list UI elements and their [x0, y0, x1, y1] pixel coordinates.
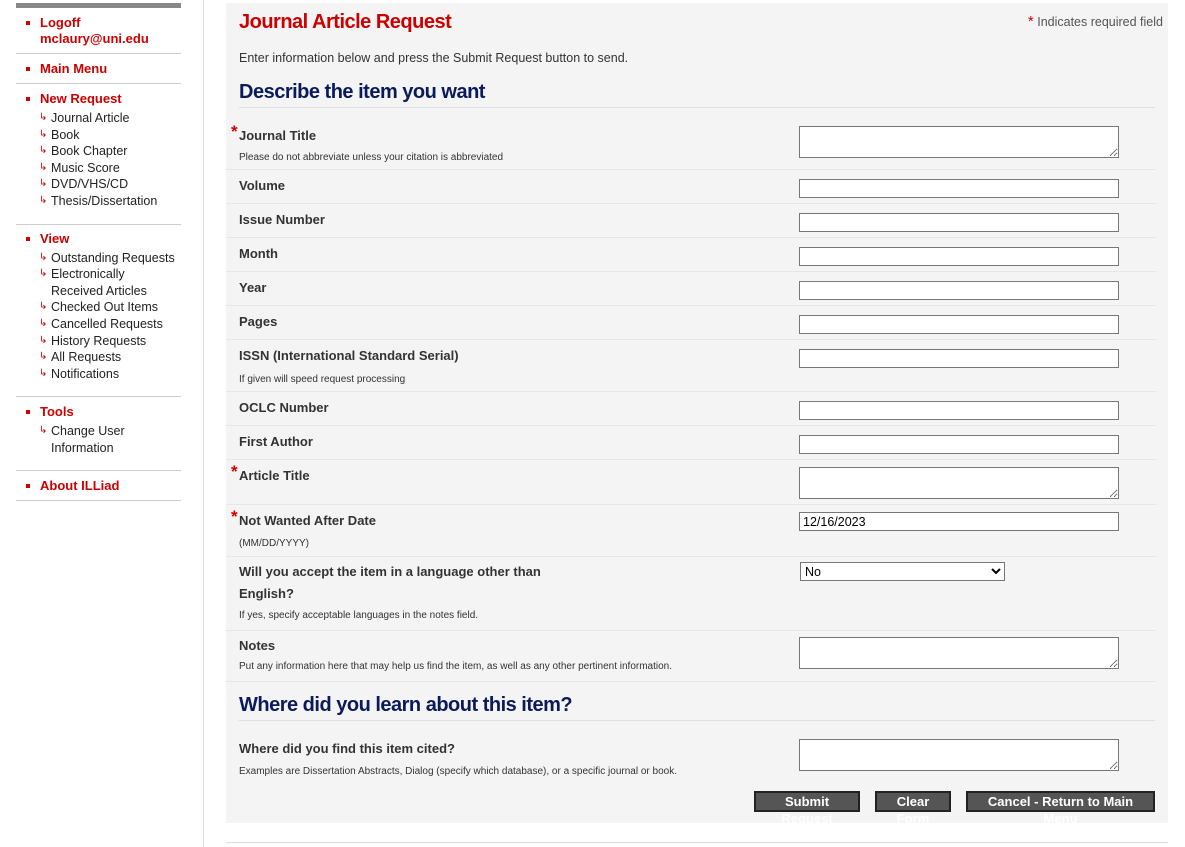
- sidebar-item-book[interactable]: ↳ Book: [39, 127, 80, 142]
- required-star: *: [231, 462, 238, 481]
- required-star: *: [1027, 13, 1034, 30]
- notes-input[interactable]: [799, 637, 1119, 669]
- arrow-icon: ↳: [39, 351, 48, 363]
- pages-input[interactable]: [799, 315, 1119, 334]
- sidebar-section-view: [16, 225, 181, 398]
- field-row-year: [226, 271, 1156, 306]
- sidebar-item-checked-out[interactable]: ↳ Checked Out Items: [39, 300, 158, 315]
- bullet-icon: [26, 21, 30, 25]
- year-input[interactable]: [799, 281, 1119, 300]
- sidebar-item-dvd[interactable]: ↳ DVD/VHS/CD: [39, 177, 129, 192]
- field-label: Not Wanted After Date: [239, 513, 376, 528]
- intro-text: Enter information below and press the Submit Request button to send.: [239, 51, 629, 65]
- arrow-icon: ↳: [39, 268, 48, 280]
- field-label: Notes: [239, 638, 276, 653]
- main-menu-link[interactable]: Main Menu: [16, 61, 181, 77]
- not-wanted-date-input[interactable]: [799, 512, 1119, 531]
- bullet-icon: [26, 97, 30, 101]
- required-star: *: [231, 507, 238, 526]
- arrow-icon: ↳: [39, 251, 48, 263]
- field-row-cited: [226, 730, 1156, 785]
- sidebar-item-outstanding[interactable]: ↳ Outstanding Requests: [39, 250, 175, 265]
- sidebar-section-about: [16, 471, 181, 501]
- sidebar-nav: [16, 0, 181, 847]
- sidebar-section-logoff: [16, 8, 181, 54]
- field-row-oclc: [226, 391, 1156, 426]
- sidebar-item-electronic[interactable]: ↳ Electronically Received Articles: [39, 267, 147, 298]
- submit-request-button[interactable]: Submit Request: [754, 791, 860, 812]
- sidebar-item-change-user[interactable]: ↳ Change User Information: [39, 424, 125, 455]
- field-row-month: [226, 237, 1156, 272]
- required-star: *: [231, 122, 238, 141]
- field-hint: Put any information here that may help us find the item, as well as any other pertinent information.: [239, 661, 673, 672]
- month-input[interactable]: [799, 247, 1119, 266]
- field-hint: If yes, specify acceptable languages in the notes field.: [239, 610, 479, 621]
- new-request-heading[interactable]: New Request: [16, 91, 181, 107]
- field-hint: Examples are Dissertation Abstracts, Dialog (specify which database), or a specific journal or book.: [239, 766, 677, 777]
- field-label: Journal Title: [239, 128, 317, 143]
- language-select[interactable]: [800, 562, 1005, 581]
- field-hint: If given will speed request processing: [239, 374, 406, 385]
- field-hint: Please do not abbreviate unless your citation is abbreviated: [239, 152, 504, 163]
- volume-input[interactable]: [799, 179, 1119, 198]
- field-row-language: [226, 556, 1156, 631]
- section-heading-describe: Describe the item you want: [239, 81, 1155, 108]
- field-label: Year: [239, 280, 267, 295]
- field-row-article-title: [226, 459, 1156, 505]
- field-label: Will you accept the item in a language other than: [239, 564, 541, 579]
- arrow-icon: ↳: [39, 128, 48, 140]
- field-row-issue: [226, 203, 1156, 238]
- oclc-number-input[interactable]: [799, 401, 1119, 420]
- arrow-icon: ↳: [39, 161, 48, 173]
- field-label-line2: English?: [239, 586, 294, 601]
- arrow-icon: ↳: [39, 367, 48, 379]
- tools-heading[interactable]: Tools: [16, 404, 181, 420]
- sidebar-item-book-chapter[interactable]: ↳ Book Chapter: [39, 144, 128, 159]
- page-title: Journal Article Request: [239, 11, 452, 33]
- arrow-icon: ↳: [39, 112, 48, 123]
- required-note: * Indicates required field: [1027, 13, 1163, 30]
- sidebar-item-journal-article[interactable]: ↳ Journal Article: [39, 111, 130, 125]
- logoff-link[interactable]: Logoff mclaury@uni.edu: [16, 15, 181, 47]
- issue-number-input[interactable]: [799, 213, 1119, 232]
- issn-input[interactable]: [799, 349, 1119, 368]
- field-row-journal-title: [226, 121, 1156, 170]
- sidebar-item-cancelled[interactable]: ↳ Cancelled Requests: [39, 316, 163, 331]
- vertical-divider: [203, 0, 204, 847]
- bullet-icon: [26, 67, 30, 71]
- field-row-pages: [226, 305, 1156, 340]
- field-label: Where did you find this item cited?: [239, 741, 455, 756]
- cited-source-input[interactable]: [799, 739, 1119, 771]
- field-label: Article Title: [239, 468, 310, 483]
- arrow-icon: ↳: [39, 334, 48, 346]
- view-heading[interactable]: View: [16, 231, 181, 247]
- field-row-notes: [226, 630, 1156, 682]
- section-heading-learn: Where did you learn about this item?: [239, 694, 1155, 721]
- field-row-author: [226, 425, 1156, 460]
- field-label: Month: [239, 246, 278, 261]
- field-label: Issue Number: [239, 212, 325, 227]
- field-row-volume: [226, 169, 1156, 204]
- arrow-icon: ↳: [39, 145, 48, 157]
- bullet-icon: [26, 410, 30, 414]
- sidebar-item-all[interactable]: ↳ All Requests: [39, 350, 122, 365]
- cancel-button[interactable]: Cancel - Return to Main Menu: [966, 791, 1155, 812]
- sidebar-item-notifications[interactable]: ↳ Notifications: [39, 366, 120, 381]
- sidebar-item-music-score[interactable]: ↳ Music Score: [39, 160, 120, 175]
- bottom-divider: [226, 842, 1168, 843]
- field-label: Volume: [239, 178, 285, 193]
- about-link[interactable]: About ILLiad: [16, 478, 181, 494]
- sidebar-section-new-request: [16, 84, 181, 225]
- field-row-issn: [226, 339, 1156, 392]
- journal-title-input[interactable]: [799, 126, 1119, 158]
- field-label: First Author: [239, 434, 313, 449]
- clear-form-button[interactable]: Clear Form: [875, 791, 951, 812]
- sidebar-section-tools: [16, 397, 181, 470]
- field-label: ISSN (International Standard Serial): [239, 348, 459, 363]
- sidebar-item-history[interactable]: ↳ History Requests: [39, 333, 147, 348]
- field-row-not-wanted: [226, 504, 1156, 557]
- bullet-icon: [26, 484, 30, 488]
- first-author-input[interactable]: [799, 435, 1119, 454]
- arrow-icon: ↳: [39, 178, 48, 190]
- request-form: [226, 3, 1168, 826]
- sidebar-item-thesis[interactable]: ↳ Thesis/Dissertation: [39, 193, 158, 208]
- field-label: OCLC Number: [239, 400, 329, 415]
- article-title-input[interactable]: [799, 467, 1119, 499]
- arrow-icon: ↳: [39, 425, 48, 437]
- arrow-icon: ↳: [39, 194, 48, 206]
- bullet-icon: [26, 237, 30, 241]
- arrow-icon: ↳: [39, 301, 48, 313]
- arrow-icon: ↳: [39, 317, 48, 329]
- sidebar-section-main-menu: [16, 54, 181, 84]
- field-hint: (MM/DD/YYYY): [239, 538, 309, 549]
- field-label: Pages: [239, 314, 278, 329]
